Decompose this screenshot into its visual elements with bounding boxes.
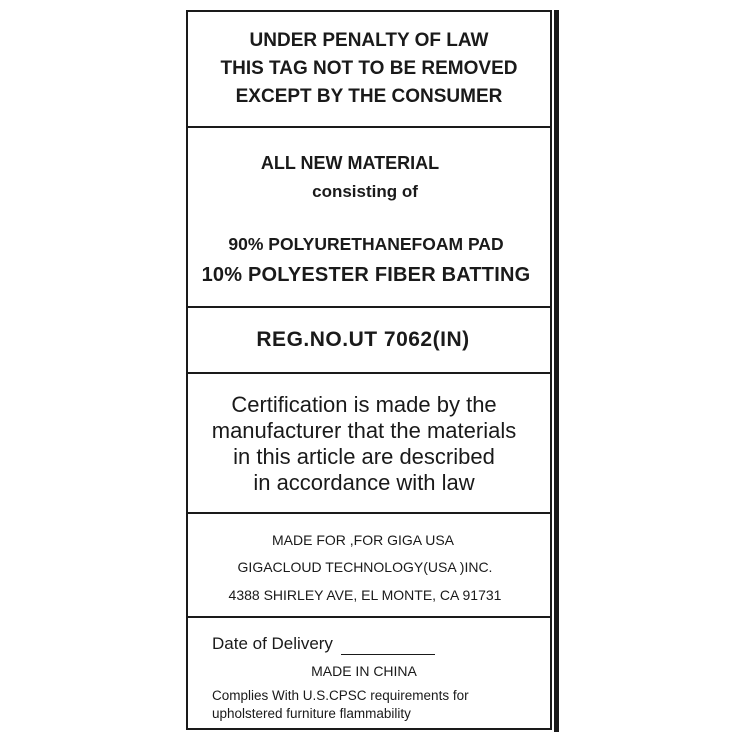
material-component-2: 10% POLYESTER FIBER BATTING <box>201 264 531 286</box>
certification-section <box>188 374 550 514</box>
origin-label: MADE IN CHINA <box>311 663 417 679</box>
registration-section <box>188 308 550 374</box>
warning-line-3: EXCEPT BY THE CONSUMER <box>235 86 503 107</box>
registration-number: REG.NO.UT 7062(IN) <box>256 328 470 351</box>
delivery-date-blank <box>341 634 435 655</box>
warning-line-1: UNDER PENALTY OF LAW <box>249 30 489 51</box>
delivery-date-label: Date of Delivery <box>212 634 333 653</box>
tag-edge-bar <box>554 10 559 732</box>
certification-line-1: Certification is made by the <box>231 392 497 417</box>
manufacturer-section <box>188 514 550 618</box>
compliance-line-1: Complies With U.S.CPSC requirements for <box>212 688 469 703</box>
law-tag <box>186 10 552 730</box>
certification-line-2: manufacturer that the materials <box>211 418 517 443</box>
certification-line-3: in this article are described <box>233 444 495 469</box>
material-section <box>188 128 550 308</box>
company-name: GIGACLOUD TECHNOLOGY(USA )INC. <box>237 559 493 575</box>
warning-line-2: THIS TAG NOT TO BE REMOVED <box>220 58 518 79</box>
material-subheading: consisting of <box>312 182 418 201</box>
compliance-line-2: upholstered furniture flammability <box>212 706 411 721</box>
material-heading: ALL NEW MATERIAL <box>260 153 440 173</box>
footer-section <box>188 618 550 728</box>
delivery-date-row <box>212 634 435 655</box>
material-component-1: 90% POLYURETHANEFOAM PAD <box>228 234 504 254</box>
company-address: 4388 SHIRLEY AVE, EL MONTE, CA 91731 <box>228 587 502 603</box>
warning-section <box>188 12 550 128</box>
made-for-line: MADE FOR ,FOR GIGA USA <box>271 532 455 548</box>
certification-line-4: in accordance with law <box>253 470 475 495</box>
